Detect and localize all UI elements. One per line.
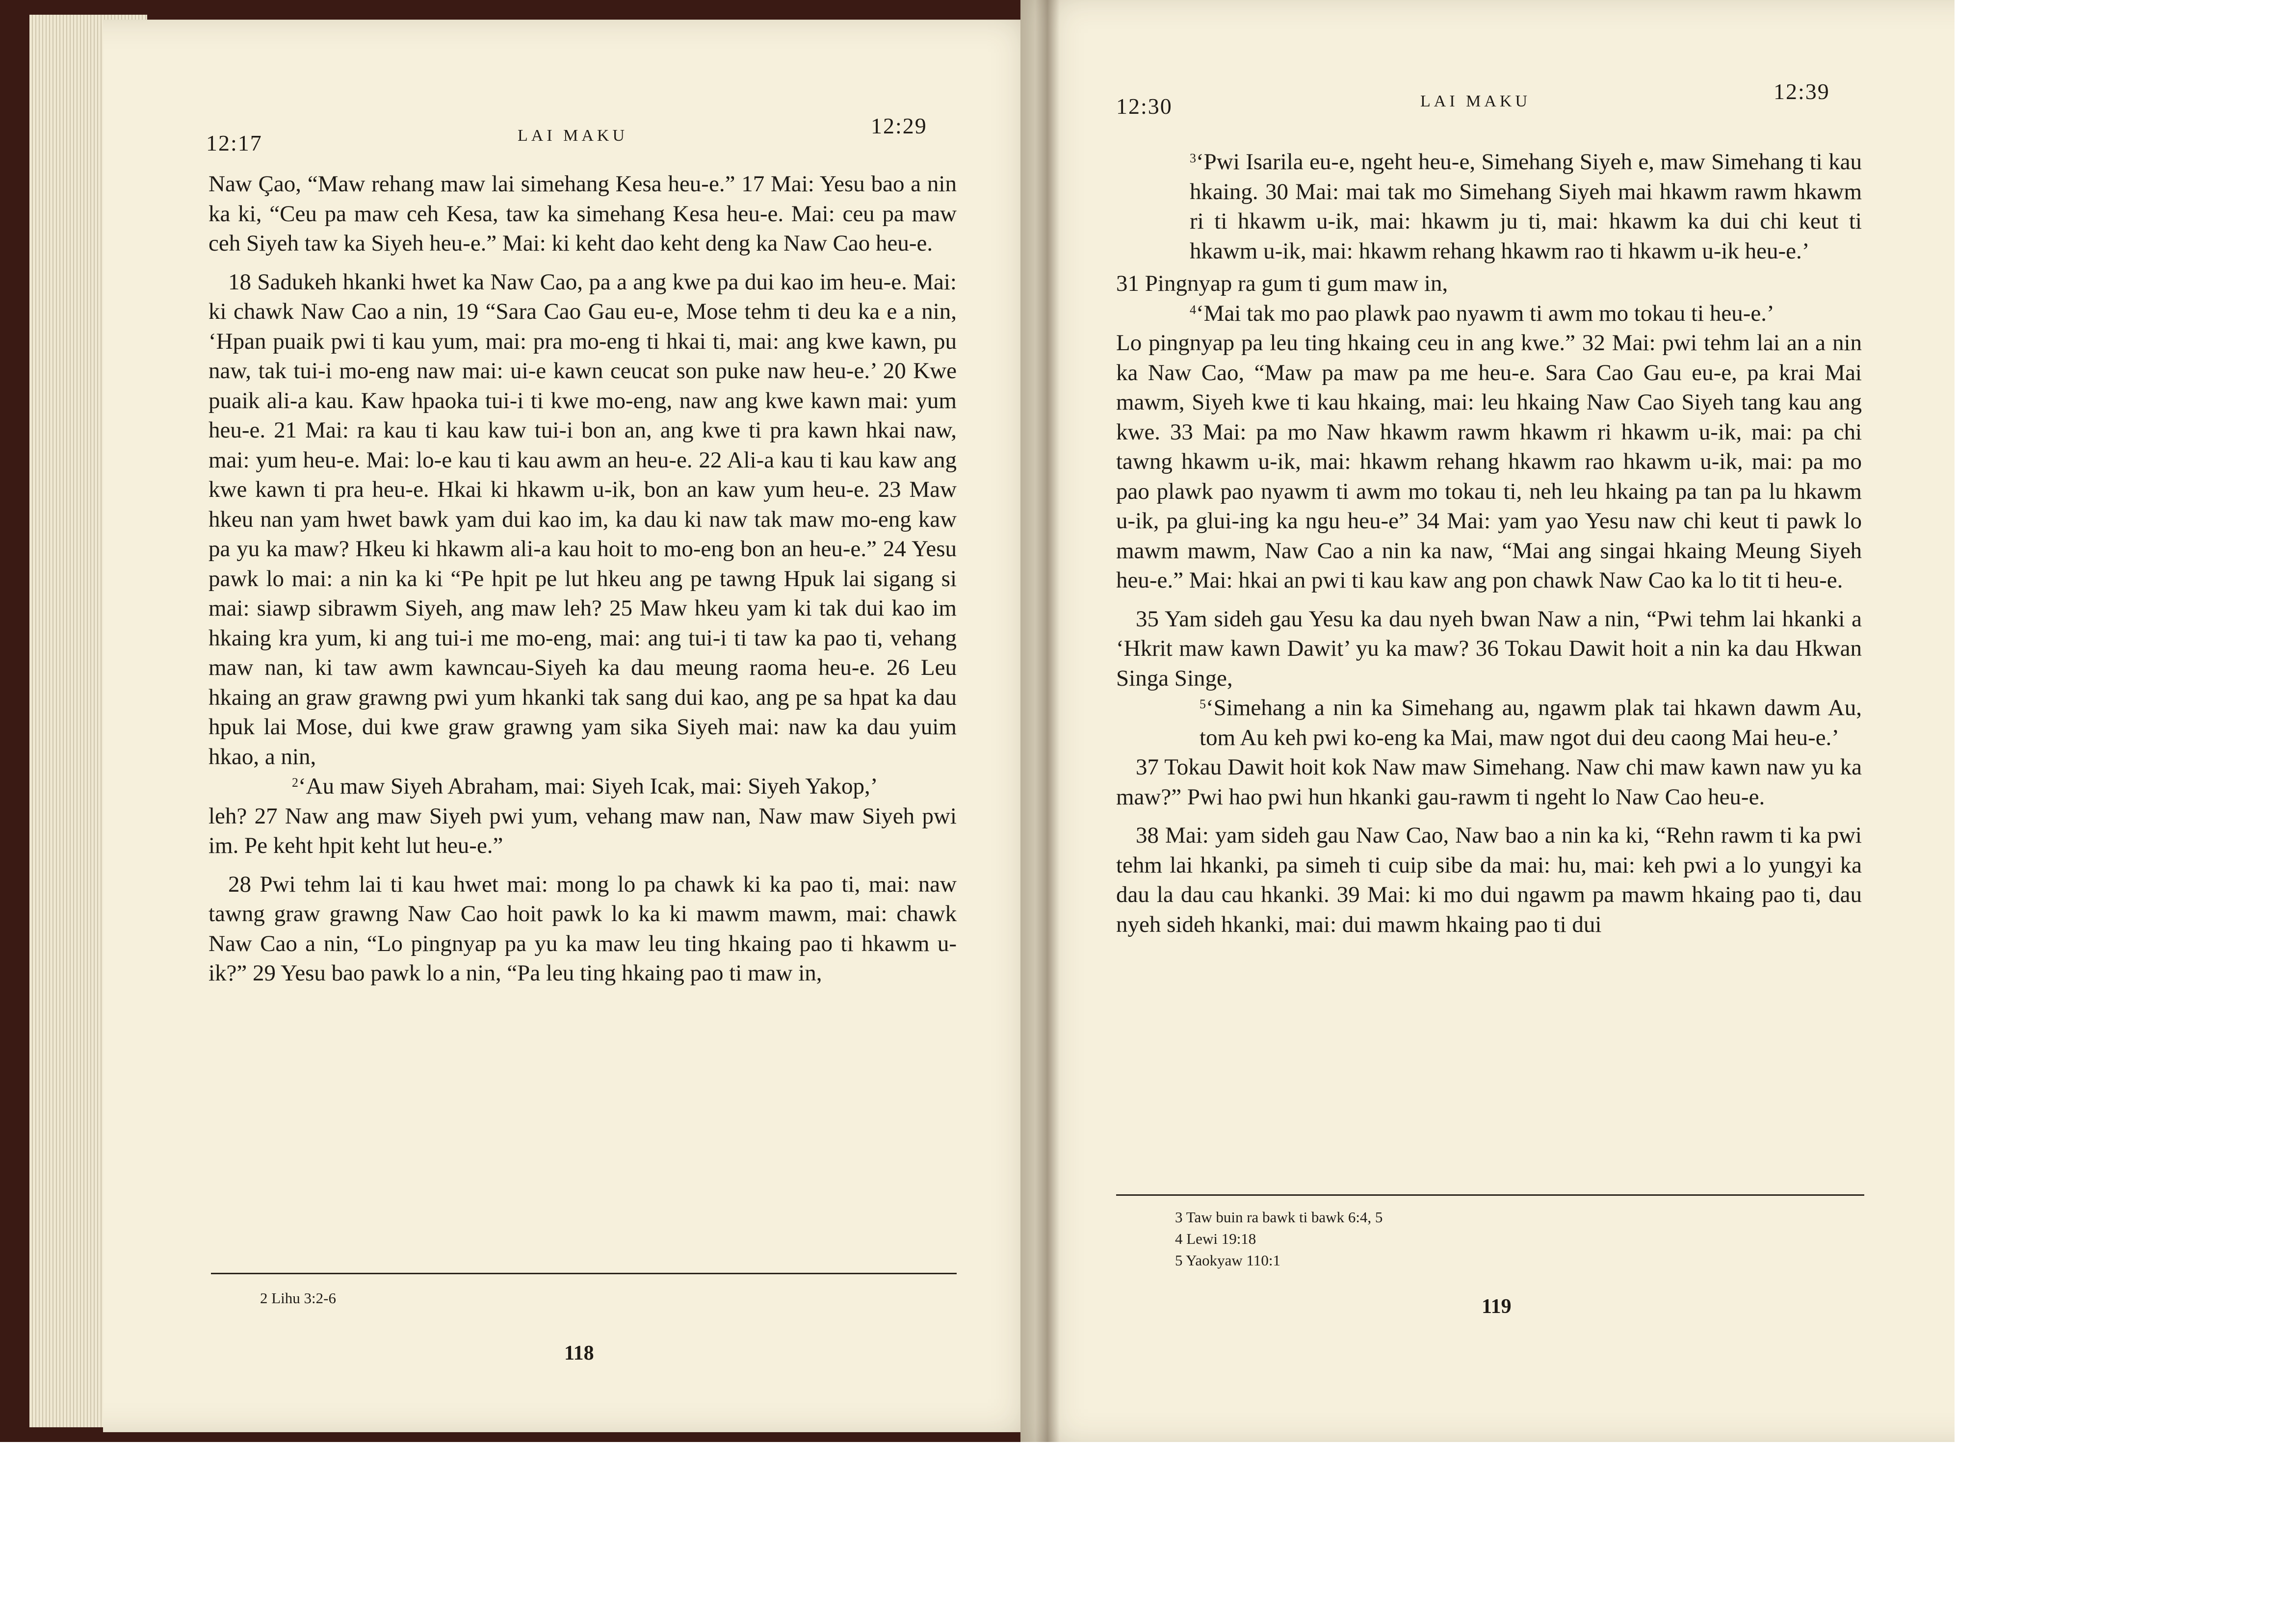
paragraph: 38 Mai: yam sideh gau Naw Cao, Naw bao a nin ka ki, “Rehn rawm ti ka pwi tehm lai hkanki, pa simeh ti cuip sibe da mai: hu, mai: keh pwi a lo yungyi ka dau la dau cau hkanki. 39 Mai: ki mo dui ngawm pa mawm hkaing pao ti, dau nyeh sideh hkanki, mai: dui mawm hkaing pao ti dui	[1116, 823, 1862, 937]
left-page-body	[209, 169, 957, 988]
footnote-marker: 4	[1190, 302, 1196, 317]
book-gutter	[1035, 0, 1060, 1442]
scripture-quote: $^4$‘Mai tak mo pao plawk pao nyawm ti awm mo tokau ti heu-e.’	[1190, 300, 1774, 326]
left-header-title: LAI MAKU	[518, 127, 628, 145]
right-header-title: LAI MAKU	[1420, 92, 1531, 110]
right-header-ref-start: 12:30	[1116, 94, 1173, 119]
right-header-ref-end: 12:39	[1774, 79, 1830, 104]
scripture-quote: $^2$‘Au maw Siyeh Abraham, mai: Siyeh Icak, mai: Siyeh Yakop,’	[292, 773, 878, 799]
paragraph: 35 Yam sideh gau Yesu ka dau nyeh bwan Naw a nin, “Pwi tehm lai hkanki a ‘Hkrit maw kawn Dawit’ yu ka maw? 36 Tokau Dawit hoit a nin ka dau Hkwan Singa Singe,	[1116, 606, 1862, 691]
paragraph: 31 Pingnyap ra gum ti gum maw in,	[1116, 271, 1448, 296]
paragraph: 37 Tokau Dawit hoit kok Naw maw Simehang. Naw chi maw kawn naw yu ka maw?” Pwi hao pwi hun hkanki gau-rawm ti ngeht lo Naw Cao heu-e.	[1116, 754, 1862, 810]
footnote-marker: 5	[1200, 697, 1206, 711]
scripture-quote: $^5$‘Simehang a nin ka Simehang au, ngawm plak tai hkawn dawm Au, tom Au keh pwi ko-eng ka Mai, maw ngot dui deu caong Mai heu-e.’	[1200, 695, 1862, 750]
footnote-rule	[1116, 1194, 1864, 1196]
right-page-body	[1116, 147, 1862, 939]
footnote: 3 Taw buin ra bawk ti bawk 6:4, 5	[1175, 1209, 1383, 1226]
footnote-marker: 3	[1190, 151, 1196, 165]
left-header-ref-end: 12:29	[871, 113, 927, 138]
paragraph: Lo pingnyap pa leu ting hkaing ceu in ang kwe.” 32 Mai: pwi tehm lai an a nin ka Naw Cao, “Maw pa maw pa me heu-e. Sara Cao Gau eu-e, pa krai Mai mawm, Siyeh kwe ti kau hkaing, mai: leu hkaing Naw Cao Siyeh tang kau ang kwe. 33 Mai: pa mo Naw hkawm rawm hkawm ri hkawm u-ik, mai: pa chi tawng hkawm u-ik, mai: hkawm rehang hkawm rao hkawm u-ik, mai: pa mo pao plawk pao nyawm ti awm mo tokau ti, neh leu hkaing pa tan pa lu hkawm u-ik, pa glui-ing ka ngu heu-e” 34 Mai: yam yao Yesu naw chi keut ti pawk lo mawm mawm, Naw Cao a nin ka naw, “Mai ang singai hkaing Meung Siyeh heu-e.” Mai: hkai an pwi ti kau kaw ang pon chawk Naw Cao ka lo tit ti heu-e.	[1116, 330, 1862, 593]
scripture-quote: $^3$‘Pwi Isarila eu-e, ngeht heu-e, Simehang Siyeh e, maw Simehang ti kau hkaing. 30 Mai: mai tak mo Simehang Siyeh mai hkawm rawm hkawm ri ti hkawm u-ik, mai: hkawm ju ti, mai: hkawm ka dui chi keut ti hkawm u-ik, mai: hkawm rehang hkawm rao ti hkawm u-ik heu-e.’	[1190, 149, 1862, 264]
footnote-rule	[211, 1273, 957, 1274]
left-header-ref-start: 12:17	[206, 130, 262, 155]
paragraph: 18 Sadukeh hkanki hwet ka Naw Cao, pa a ang kwe pa dui kao im heu-e. Mai: ki chawk Naw Cao a nin, 19 “Sara Cao Gau eu-e, Mose tehm ti deu ka e a nin, ‘Hpan puaik pwi ti kau yum, mai: pra mo-eng ti hkai ti, mai: ang kwe kawn, pu naw, tak tui-i mo-eng naw mai: ui-e kawn ceucat son puke naw heu-e.’ 20 Kwe puaik ali-a kau. Kaw hpaoka tui-i ti kwe mo-eng, naw ang kwe kawn mai: yum heu-e. 21 Mai: ra kau ti kau kaw tui-i bon an, ang kwe ti pra kawn hkai naw, mai: yum heu-e. Mai: lo-e kau ti kau awm an heu-e. 22 Ali-a kau ti kau kaw ang kwe kawn ti pra heu-e. Hkai ki hkawm u-ik, bon an kaw yum heu-e. 23 Maw hkeu nan yam hwet bawk yam dui kao im, ka dau ki naw tak maw mo-eng kaw pa yu ka maw? Hkeu ki hkawm ali-a kau hoit to mo-eng bon an heu-e.” 24 Yesu pawk lo mai: a nin ka ki “Pe hpit pe lut hkeu ang pe tawng Hpuk lai sigang si mai: siawp sibrawm Siyeh, ang maw leh? 25 Maw hkeu yam ki tak dui kao im hkaing kra yum, ki ang tui-i me mo-eng, mai: ang tui-i ti taw ka pao ti, vehang maw nan, ki taw awm kawncau-Siyeh ka dau meung raoma heu-e. 26 Leu hkaing an graw grawng pwi yum hkanki tak sang dui kao, ang pe sa hpat ka dau hpuk lai Mose, dui kwe graw grawng yam sika Siyeh mai: naw ka dau yuim hkao, a nin,	[209, 269, 957, 770]
footnote: 4 Lewi 19:18	[1175, 1230, 1256, 1247]
page-number: 118	[564, 1342, 594, 1365]
paragraph: 28 Pwi tehm lai ti kau hwet mai: mong lo pa chawk ki ka pao ti, mai: naw tawng graw grawng Naw Cao hoit pawk lo ka ki mawm mawm, mai: chawk Naw Cao a nin, “Lo pingnyap pa yu ka maw leu ting hkaing pao ti hkawm u-ik?” 29 Yesu bao pawk lo a nin, “Pa leu ting hkaing pao ti maw in,	[209, 871, 957, 986]
footnote-marker: 2	[292, 775, 298, 790]
paragraph: Naw Çao, “Maw rehang maw lai simehang Kesa heu-e.” 17 Mai: Yesu bao a nin ka ki, “Ceu pa maw ceh Kesa, taw ka simehang Kesa heu-e. Mai: ceu pa maw ceh Siyeh taw ka Siyeh heu-e.” Mai: ki keht dao keht deng ka Naw Cao heu-e.	[209, 171, 957, 256]
page-number: 119	[1482, 1295, 1512, 1318]
footnote: 5 Yaokyaw 110:1	[1175, 1252, 1281, 1269]
paragraph: leh? 27 Naw ang maw Siyeh pwi yum, vehang maw nan, Naw maw Siyeh pwi im. Pe keht hpit keht lut heu-e.”	[209, 803, 957, 858]
footnotes	[1175, 1207, 1383, 1271]
footnote: 2 Lihu 3:2-6	[260, 1289, 336, 1307]
scan-background	[0, 1442, 2296, 1622]
